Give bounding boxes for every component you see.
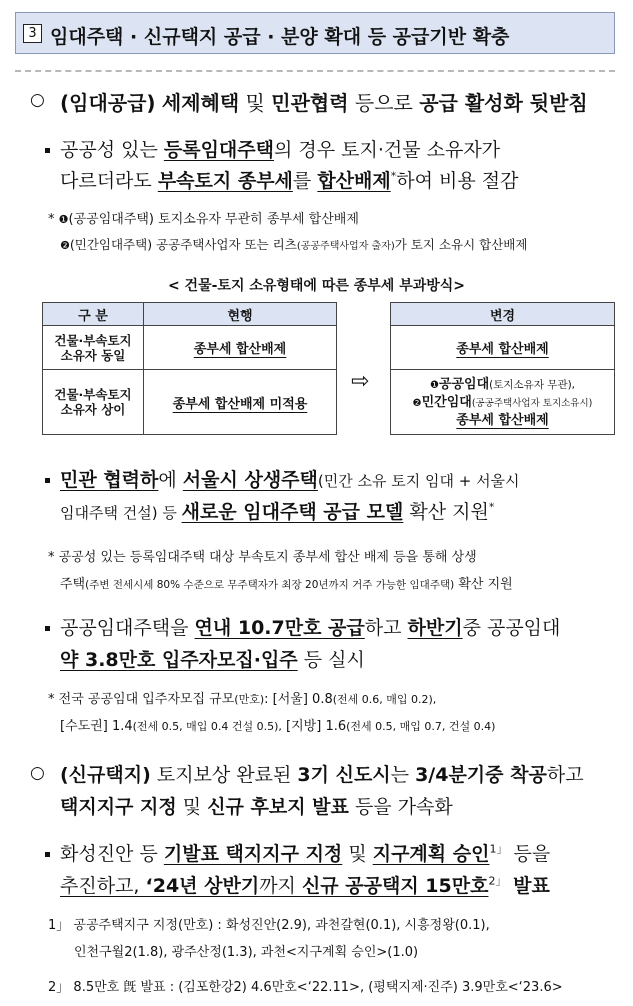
s2-p1-line2: 추진하고, ‘24년 상반기까지 신규 공공택지 15만호$^{2」}$ 발표 bbox=[60, 874, 550, 897]
section-header bbox=[15, 12, 615, 54]
p2-line1: 민관 협력하에 서울시 상생주택(민간 소유 토지 임대 + 서울시 bbox=[60, 469, 520, 491]
s2-p1-line1: 화성진안 등 기발표 택지지구 지정 및 지구계획 승인$^{1」}$ 등을 bbox=[60, 842, 551, 865]
footnote-1: 1」 공공주택지구 지정(만호) : 화성진안(2.9), 과천갈현(0.1), 시흥정왕(0.1), bbox=[48, 918, 490, 933]
section-number: 3 bbox=[23, 24, 42, 43]
square-bullet bbox=[45, 148, 50, 153]
square-bullet bbox=[45, 626, 50, 631]
square-bullet bbox=[45, 478, 50, 483]
table-title: < 건물-토지 소유형태에 따른 종부세 부과방식> bbox=[167, 278, 466, 294]
note-2: * 공공성 있는 등록임대주택 대상 부속토지 종부세 합산 배제 등을 통해 상생 bbox=[48, 550, 477, 565]
arrow-right-icon: ⇨ bbox=[351, 369, 370, 394]
p3-line1: 공공임대주택을 연내 10.7만호 공급하고 하반기중 공공임대 bbox=[60, 617, 561, 639]
table-cell: 종부세 합산배제 bbox=[144, 326, 337, 370]
note-1: * ❶(공공임대주택) 토지소유자 무관히 종부세 합산배제 bbox=[48, 212, 359, 227]
footnote-2: 2」 8.5만호 旣 발표 : (김포한강2) 4.6만호<‘22.11>, (평택지제·진주) 3.9만호<‘23.6> bbox=[48, 980, 563, 995]
footnote-1-line2: 인천구월2(1.8), 광주산정(1.3), 과천<지구계획 승인>(1.0) bbox=[74, 945, 419, 960]
table-cell: 종부세 합산배제 bbox=[391, 326, 615, 370]
p2-line2: 임대주택 건설) 등 새로운 임대주택 공급 모델 확산 지원* bbox=[60, 500, 495, 523]
table-cell: 건물·부속토지 소유자 동일 bbox=[43, 326, 144, 370]
p1-line2: 다르더라도 부속토지 종부세를 합산배제*하여 비용 절감 bbox=[60, 169, 519, 192]
p1-line1: 공공성 있는 등록임대주택의 경우 토지·건물 소유자가 bbox=[60, 139, 501, 161]
note-3: * 전국 공공임대 입주자모집 규모(만호): [서울] 0.8(전세 0.6, 매입 0.2), bbox=[48, 692, 437, 707]
table-cell: ❶공공임대(토지소유자 무관), ❷민간임대(공공주택사업자 토지소유시) 종부세 합산배제 bbox=[391, 370, 615, 435]
s2-heading-line2: 택지지구 지정 및 신규 후보지 발표 등을 가속화 bbox=[60, 796, 453, 818]
s1-heading: (임대공급) 세제혜택 및 민관협력 등으로 공급 활성화 뒷받침 bbox=[60, 91, 588, 115]
table-cell: 종부세 합산배제 미적용 bbox=[144, 370, 337, 435]
square-bullet bbox=[45, 852, 50, 857]
note-2-line2: 주택(주변 전세시세 80% 수준으로 무주택자가 최장 20년까지 거주 가능한 임대주택) 확산 지원 bbox=[60, 577, 513, 592]
current-table bbox=[42, 302, 337, 435]
circle-bullet: ○ bbox=[30, 763, 45, 783]
table-cell: 건물·부속토지 소유자 상이 bbox=[43, 370, 144, 435]
changed-table bbox=[390, 302, 615, 435]
table-header: 변경 bbox=[391, 303, 615, 326]
note-3-line2: [수도권] 1.4(전세 0.5, 매입 0.4 건설 0.5), [지방] 1.6(전세 0.5, 매입 0.7, 건설 0.4) bbox=[60, 719, 496, 734]
table-header: 구 분 bbox=[43, 303, 144, 326]
table-header: 현행 bbox=[144, 303, 337, 326]
circle-bullet: ○ bbox=[30, 90, 45, 110]
p3-line2: 약 3.8만호 입주자모집·입주 등 실시 bbox=[60, 649, 365, 671]
note-1-line2: ❷(민간임대주택) 공공주택사업자 또는 리츠(공공주택사업자 출자)가 토지 소유시 합산배제 bbox=[60, 237, 528, 252]
s2-heading-line1: (신규택지) 토지보상 완료된 3기 신도시는 3/4분기중 착공하고 bbox=[60, 764, 584, 786]
section-title: 임대주택 · 신규택지 공급 · 분양 확대 등 공급기반 확충 bbox=[50, 26, 510, 48]
divider bbox=[15, 70, 615, 72]
